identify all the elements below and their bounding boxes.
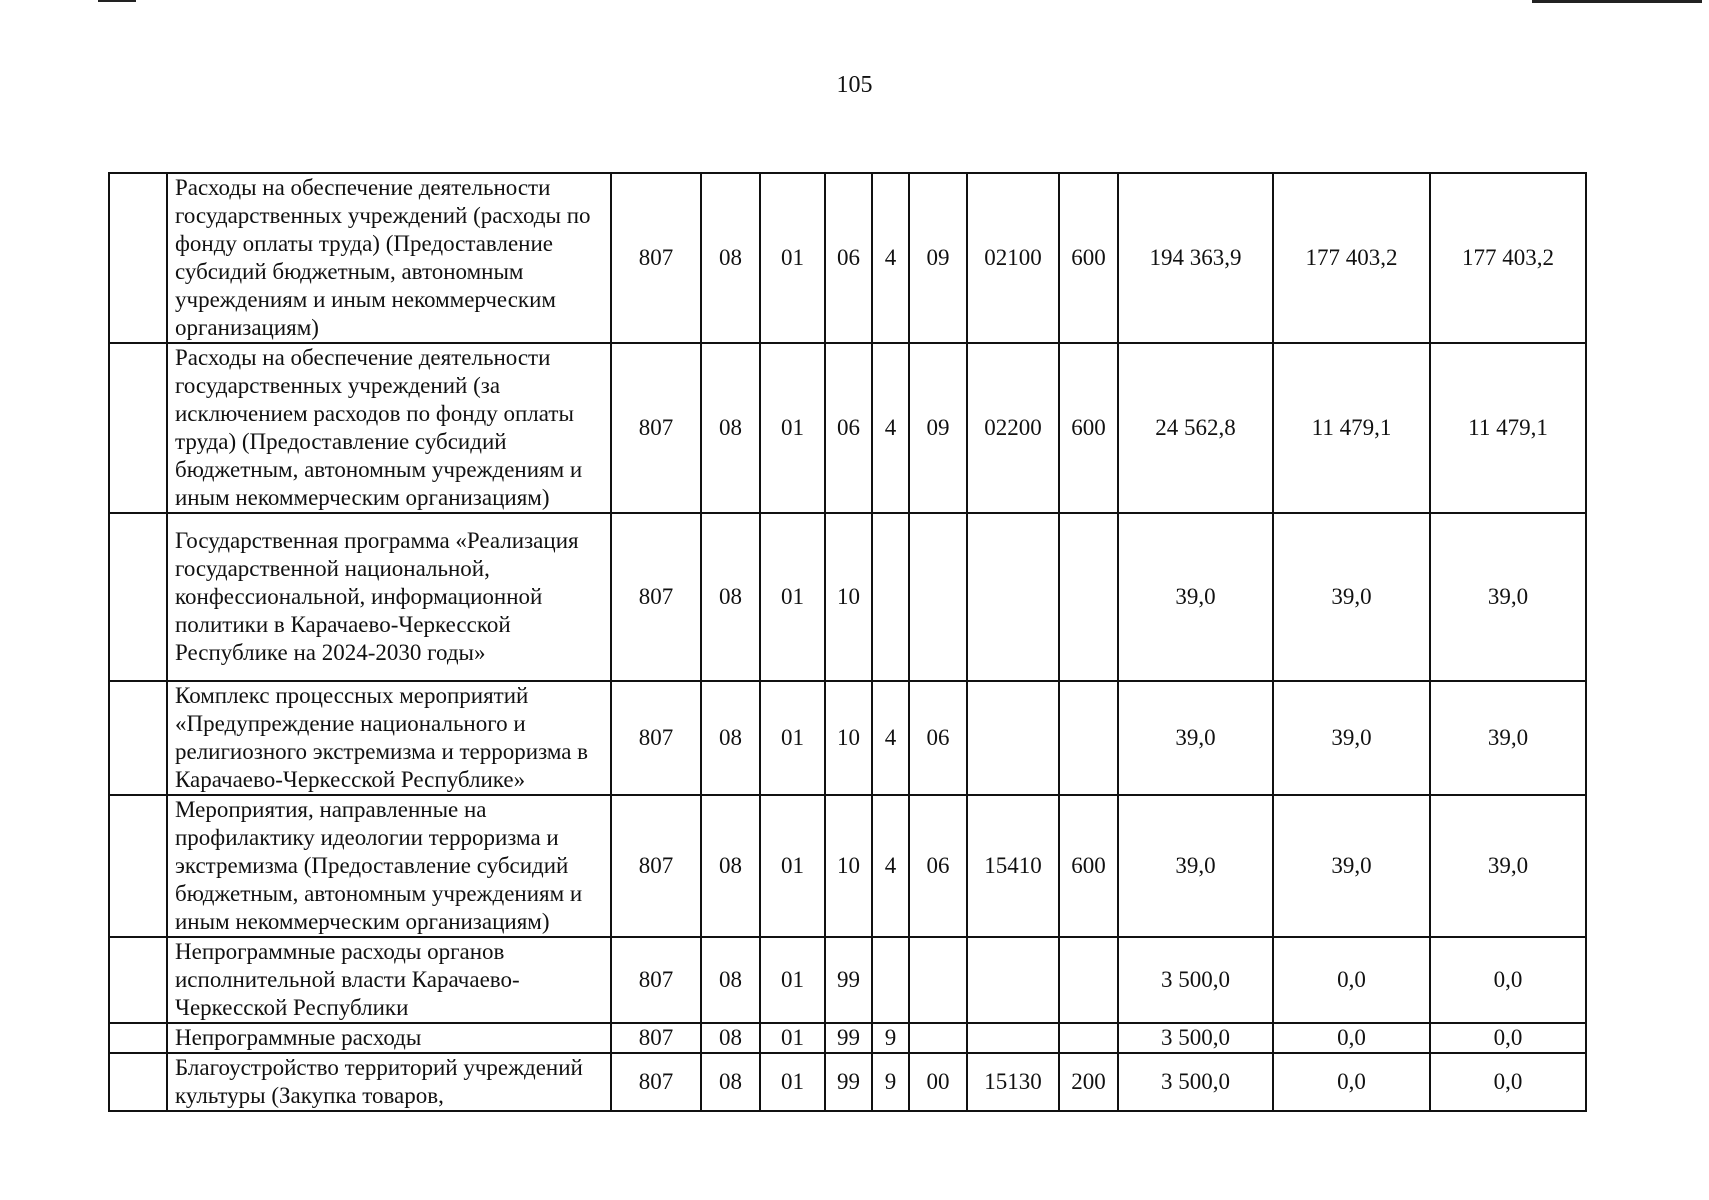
cell-sum-1: 24 562,8 (1118, 343, 1273, 513)
table-row (109, 1053, 1586, 1111)
cell-vr: 600 (1059, 343, 1118, 513)
cell-grbs: 807 (611, 1053, 701, 1111)
cell-vr: 600 (1059, 795, 1118, 937)
cell-grbs: 807 (611, 681, 701, 795)
cell-rz: 08 (701, 513, 760, 681)
cell-sp: 06 (909, 681, 967, 795)
cell-gp: 99 (825, 1053, 872, 1111)
cell-vr (1059, 513, 1118, 681)
scan-artifact-top-left (98, 0, 136, 2)
table-row (109, 681, 1586, 795)
row-index (109, 173, 167, 343)
cell-sum-1: 194 363,9 (1118, 173, 1273, 343)
cell-dir (967, 1023, 1059, 1053)
cell-tp: 4 (872, 173, 909, 343)
cell-grbs: 807 (611, 343, 701, 513)
cell-sum-3: 39,0 (1430, 795, 1586, 937)
cell-sum-2: 0,0 (1273, 1023, 1430, 1053)
cell-dir: 02200 (967, 343, 1059, 513)
cell-dir (967, 513, 1059, 681)
cell-sp: 09 (909, 343, 967, 513)
row-index (109, 681, 167, 795)
cell-tp (872, 937, 909, 1023)
cell-sp (909, 1023, 967, 1053)
cell-sum-2: 177 403,2 (1273, 173, 1430, 343)
cell-pr: 01 (760, 173, 825, 343)
cell-grbs: 807 (611, 1023, 701, 1053)
row-index (109, 937, 167, 1023)
scan-artifact-top-right (1532, 0, 1702, 3)
cell-grbs: 807 (611, 173, 701, 343)
cell-sp (909, 513, 967, 681)
table-row (109, 1023, 1586, 1053)
cell-vr (1059, 937, 1118, 1023)
cell-sum-1: 3 500,0 (1118, 1053, 1273, 1111)
cell-sum-1: 3 500,0 (1118, 1023, 1273, 1053)
cell-dir: 02100 (967, 173, 1059, 343)
cell-tp (872, 513, 909, 681)
cell-pr: 01 (760, 343, 825, 513)
cell-sp: 09 (909, 173, 967, 343)
cell-vr (1059, 1023, 1118, 1053)
row-name: Мероприятия, направленные на профилактику идеологии терроризма и экстремизма (Предоставление субсидий бюджетным, автономным учреждениям и иным некоммерческим организациям) (167, 795, 611, 937)
cell-sum-2: 11 479,1 (1273, 343, 1430, 513)
cell-pr: 01 (760, 937, 825, 1023)
cell-sum-1: 39,0 (1118, 513, 1273, 681)
cell-dir (967, 937, 1059, 1023)
budget-table (108, 172, 1587, 1112)
cell-dir: 15410 (967, 795, 1059, 937)
cell-tp: 4 (872, 343, 909, 513)
cell-vr (1059, 681, 1118, 795)
row-name: Благоустройство территорий учреждений культуры (Закупка товаров, (167, 1053, 611, 1111)
cell-sum-2: 39,0 (1273, 513, 1430, 681)
row-name: Комплекс процессных мероприятий «Предупреждение национального и религиозного экстремизма и терроризма в Карачаево-Черкесской Республике» (167, 681, 611, 795)
cell-gp: 06 (825, 173, 872, 343)
cell-sum-2: 0,0 (1273, 937, 1430, 1023)
cell-sum-3: 0,0 (1430, 937, 1586, 1023)
row-index (109, 1053, 167, 1111)
cell-sp: 00 (909, 1053, 967, 1111)
row-name: Государственная программа «Реализация государственной национальной, конфессиональной, информационной политики в Карачаево-Черкесской Республике на 2024-2030 годы» (167, 513, 611, 681)
cell-tp: 4 (872, 795, 909, 937)
row-index (109, 343, 167, 513)
cell-rz: 08 (701, 343, 760, 513)
cell-sum-1: 39,0 (1118, 795, 1273, 937)
cell-gp: 10 (825, 513, 872, 681)
cell-sp (909, 937, 967, 1023)
cell-dir (967, 681, 1059, 795)
cell-pr: 01 (760, 513, 825, 681)
cell-sum-3: 0,0 (1430, 1023, 1586, 1053)
cell-sum-3: 39,0 (1430, 681, 1586, 795)
cell-sum-2: 39,0 (1273, 795, 1430, 937)
row-name: Непрограммные расходы органов исполнительной власти Карачаево-Черкесской Республики (167, 937, 611, 1023)
cell-gp: 99 (825, 1023, 872, 1053)
cell-gp: 99 (825, 937, 872, 1023)
page-number: 105 (836, 72, 873, 98)
cell-sum-1: 39,0 (1118, 681, 1273, 795)
cell-pr: 01 (760, 681, 825, 795)
cell-rz: 08 (701, 1023, 760, 1053)
cell-rz: 08 (701, 173, 760, 343)
cell-gp: 10 (825, 681, 872, 795)
cell-grbs: 807 (611, 937, 701, 1023)
table-row (109, 343, 1586, 513)
cell-tp: 9 (872, 1053, 909, 1111)
cell-pr: 01 (760, 1053, 825, 1111)
cell-sum-2: 39,0 (1273, 681, 1430, 795)
table-row (109, 513, 1586, 681)
cell-gp: 10 (825, 795, 872, 937)
cell-pr: 01 (760, 1023, 825, 1053)
cell-tp: 9 (872, 1023, 909, 1053)
cell-sum-3: 11 479,1 (1430, 343, 1586, 513)
cell-grbs: 807 (611, 795, 701, 937)
cell-dir: 15130 (967, 1053, 1059, 1111)
cell-sum-1: 3 500,0 (1118, 937, 1273, 1023)
cell-grbs: 807 (611, 513, 701, 681)
row-index (109, 513, 167, 681)
cell-sum-3: 177 403,2 (1430, 173, 1586, 343)
cell-rz: 08 (701, 1053, 760, 1111)
cell-rz: 08 (701, 681, 760, 795)
cell-sum-2: 0,0 (1273, 1053, 1430, 1111)
cell-gp: 06 (825, 343, 872, 513)
row-index (109, 1023, 167, 1053)
cell-sum-3: 39,0 (1430, 513, 1586, 681)
table-body (109, 173, 1586, 1111)
cell-rz: 08 (701, 795, 760, 937)
cell-pr: 01 (760, 795, 825, 937)
table-row (109, 937, 1586, 1023)
row-name: Расходы на обеспечение деятельности государственных учреждений (за исключением расходов по фонду оплаты труда) (Предоставление субсидий бюджетным, автономным учреждениям и иным некоммерческим организациям) (167, 343, 611, 513)
cell-rz: 08 (701, 937, 760, 1023)
table-row (109, 173, 1586, 343)
table-row (109, 795, 1586, 937)
cell-sum-3: 0,0 (1430, 1053, 1586, 1111)
cell-sp: 06 (909, 795, 967, 937)
row-index (109, 795, 167, 937)
cell-vr: 600 (1059, 173, 1118, 343)
cell-vr: 200 (1059, 1053, 1118, 1111)
cell-tp: 4 (872, 681, 909, 795)
row-name: Расходы на обеспечение деятельности государственных учреждений (расходы по фонду оплаты труда) (Предоставление субсидий бюджетным, автономным учреждениям и иным некоммерческим организациям) (167, 173, 611, 343)
row-name: Непрограммные расходы (167, 1023, 611, 1053)
